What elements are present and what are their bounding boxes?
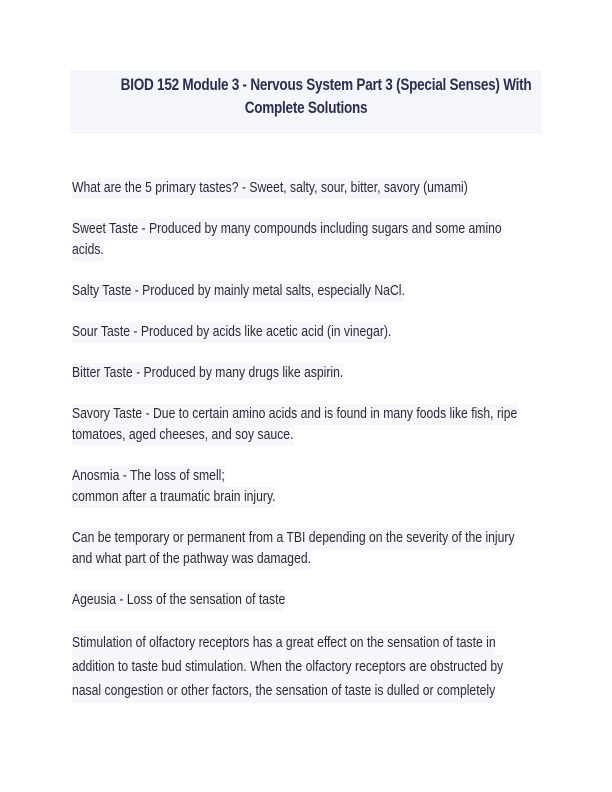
document-title — [120, 74, 532, 120]
text-line: tomatoes, aged cheeses, and soy sauce. — [72, 425, 293, 446]
title-box — [70, 70, 542, 134]
paragraph-ageusia — [72, 590, 542, 611]
paragraph-tbi — [72, 528, 542, 570]
text-line: nasal congestion or other factors, the sensation of taste is dulled or completely — [72, 679, 495, 703]
paragraph-sweet-taste — [72, 219, 542, 261]
paragraph-sour-taste — [72, 322, 542, 343]
text-line: Sour Taste - Produced by acids like acetic acid (in vinegar). — [72, 322, 391, 343]
paragraph-primary-tastes — [72, 178, 542, 199]
text-line: Can be temporary or permanent from a TBI depending on the severity of the injury — [72, 528, 515, 549]
title-line-1: BIOD 152 Module 3 - Nervous System Part 3 (Special Senses) With — [120, 76, 532, 94]
title-line-2: Complete Solutions — [244, 99, 368, 117]
paragraph-anosmia — [72, 466, 542, 508]
text-line: acids. — [72, 240, 104, 261]
paragraph-savory-taste — [72, 404, 542, 446]
paragraph-salty-taste — [72, 281, 542, 302]
text-line: addition to taste bud stimulation. When the olfactory receptors are obstructed by — [72, 655, 503, 679]
text-line: What are the 5 primary tastes? - Sweet, salty, sour, bitter, savory (umami) — [72, 178, 468, 199]
paragraph-olfactory-stimulation — [72, 631, 542, 703]
text-line: Anosmia - The loss of smell; — [72, 466, 225, 487]
document-body — [72, 178, 542, 723]
text-line: common after a traumatic brain injury. — [72, 487, 276, 508]
text-line: Bitter Taste - Produced by many drugs like aspirin. — [72, 363, 343, 384]
paragraph-bitter-taste — [72, 363, 542, 384]
text-line: and what part of the pathway was damaged. — [72, 549, 311, 570]
text-line: Savory Taste - Due to certain amino acids and is found in many foods like fish, ripe — [72, 404, 517, 425]
text-line: Stimulation of olfactory receptors has a great effect on the sensation of taste in — [72, 631, 496, 655]
text-line: Salty Taste - Produced by mainly metal salts, especially NaCl. — [72, 281, 405, 302]
text-line: Sweet Taste - Produced by many compounds including sugars and some amino — [72, 219, 502, 240]
text-line: Ageusia - Loss of the sensation of taste — [72, 590, 285, 611]
